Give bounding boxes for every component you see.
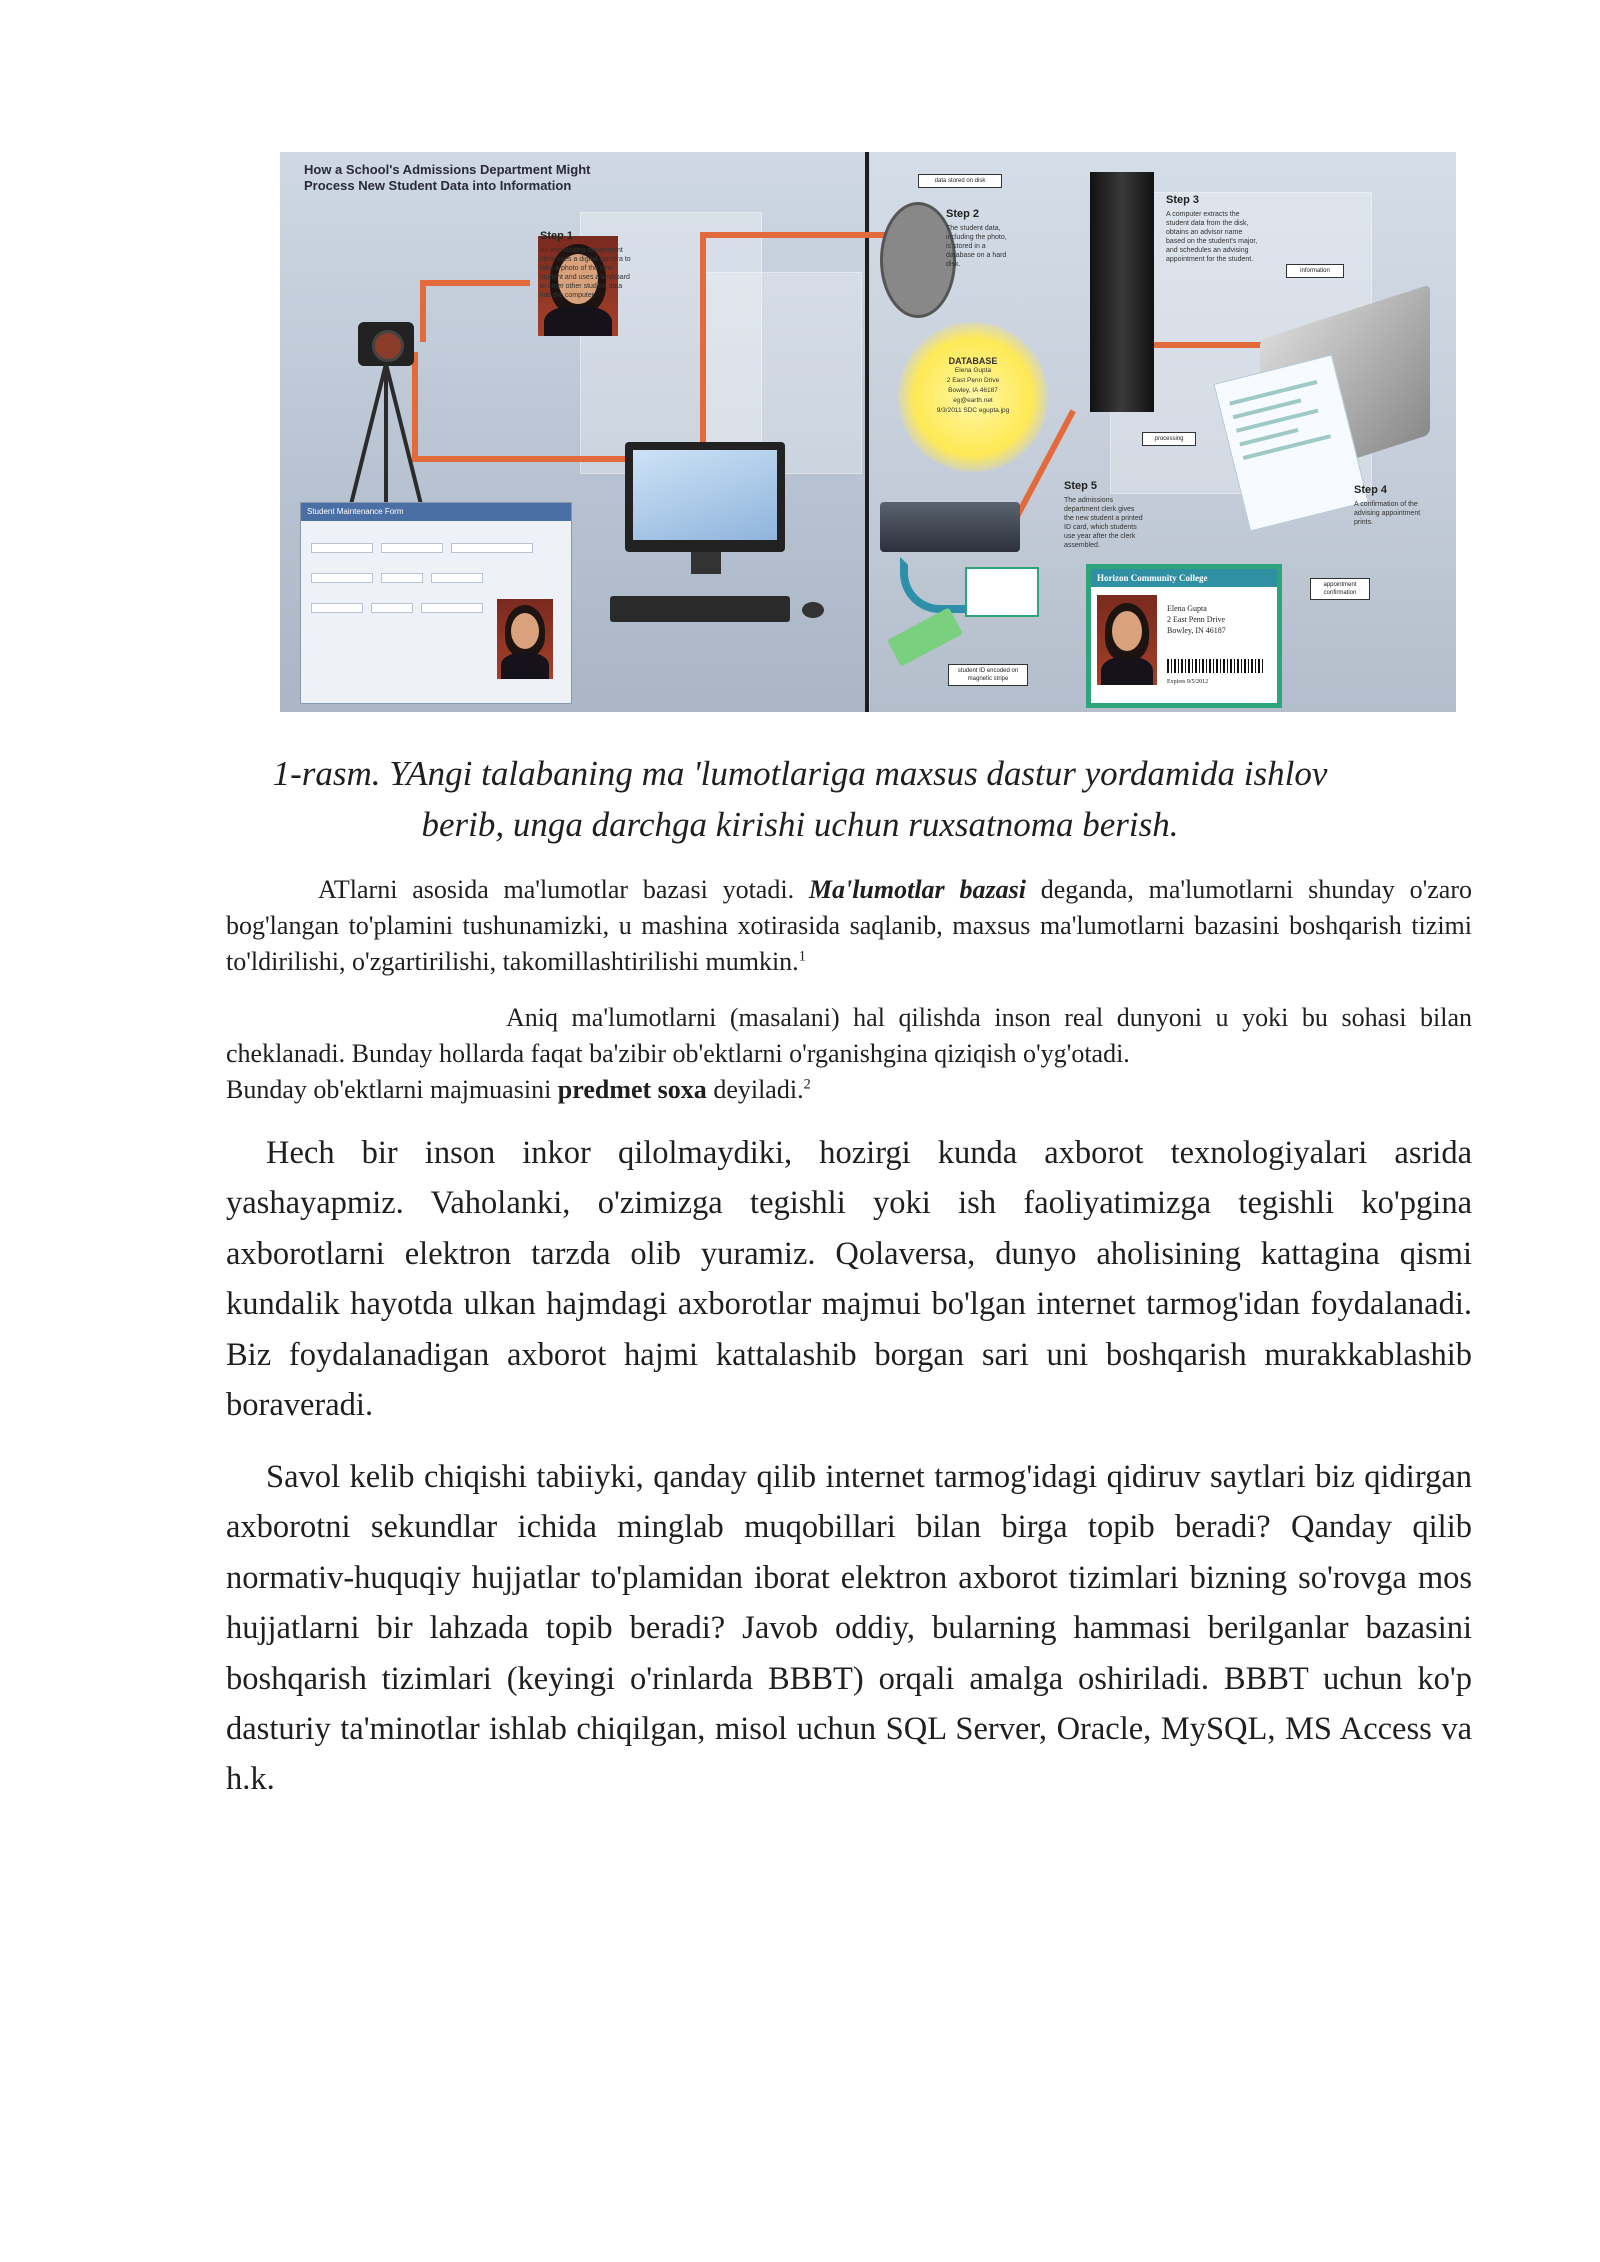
data-wire [700,232,706,462]
id-card-details [1167,603,1226,636]
database-line: Bowley, IA 46187 [948,387,998,394]
data-wire [412,456,632,462]
database-line: 9/3/2011 SDC egupta.jpg [936,407,1010,414]
id-card-address-2: Bowley, IN 46187 [1167,626,1226,635]
caption-line-1: 1-rasm. YAngi talabaning ma 'lumotlariga maxsus dastur yordamida ishlov [272,754,1328,793]
step-4-heading: Step 4 [1354,484,1388,496]
caption-line-2: berib, unga darchga kirishi uchun ruxsatnoma berish. [421,805,1179,844]
camera-icon [358,322,414,366]
id-card-photo [1097,595,1157,685]
id-card-college: Horizon Community College [1091,569,1277,587]
small-id-card [965,567,1039,617]
server-icon [1090,172,1154,412]
database-line: Elena Gupta [954,367,992,374]
database-line: eg@earth.net [953,397,993,404]
step-2-heading: Step 2 [946,208,980,220]
hard-disk-icon [880,202,956,318]
database-line: 2 East Penn Drive [946,377,1000,384]
id-card-address-1: 2 East Penn Drive [1167,615,1225,624]
paragraph-information-age: Hech bir inson inkor qilolmaydiki, hozirgi kunda axborot texnologiyalari asrida yashayapmiz. Vaholanki, o'zimizga tegishli yoki ish faoliyatimizga tegishli ko'pgina axborotlarni elektron tarzda olib yuramiz. Qolaversa, dunyo aholisining kattagina qismi kundalik hayotda ulkan hajmdagi axborotlar majmui bo'lgan internet tarmog'idan foydalanadi. Biz foydalanadigan axborot hajmi kattalashib borgan sari uni boshqarish murakkablashib boraveradi. [226,1135,1472,1424]
figure-title: How a School's Admissions Department Might Process New Student Data into Information [304,162,591,193]
form-photo [497,599,553,679]
figure-caption [230,748,1370,850]
id-card-expires: Expires 9/5/2012 [1167,679,1209,685]
paragraph-subject-area [226,1000,1472,1108]
student-maintenance-form [300,502,572,704]
paragraph-dbms-question: Savol kelib chiqishi tabiiyki, qanday qilib internet tarmog'idagi qidiruv saytlari biz qidirgan axborotni sekundlar ichida minglab muqobillari bilan birga topib beradi? Qanday qilib normativ-huquqiy hujjatlar to'plamidan iborat elektron axborot tizimlari bizning so'rovga mos hujjatlarni bir lahzada topib beradi? Javob oddiy, bularning hammasi berilganlar bazasini boshqarish tizimlari (keyingi o'rinlarda BBBT) orqali amalga oshiriladi. BBBT uchun ko'p dasturiy ta'minotlar ishlab chiqilgan, misol uchun SQL Server, Oracle, MySQL, MS Access va h.k. [226,1459,1472,1798]
tripod-icon [384,364,388,514]
term-database: Ma'lumotlar bazasi [808,875,1026,904]
footnote-ref-2: 2 [803,1076,811,1093]
p2-text-a: Aniq ma'lumotlarni (masalani) hal qilishda inson real dunyoni u yoki bu sohasi bilan cheklanadi. Bunday hollarda faqat ba'zibir ob'ektlarni o'rganishgina qiziqish o'yg'otadi. [226,1003,1472,1068]
mouse-icon [802,602,824,618]
step-4-text: A confirmation of the advising appointment prints. [1354,501,1421,526]
figure-admissions-process [280,152,1456,712]
data-wire [420,282,426,342]
data-wire [700,232,900,238]
tag-information: information [1286,264,1344,278]
form-title: Student Maintenance Form [301,503,571,521]
keyboard-icon [610,596,790,622]
card-printer-icon [880,502,1020,552]
data-wire [420,280,530,286]
step-5-text: The admissions department clerk gives the new student a printed ID card, which students use year after the clerk assembled. [1064,497,1143,549]
computer-monitor-icon [625,442,785,552]
student-id-card [1086,564,1282,708]
tag-student-id: student ID encoded on magnetic stripe [948,664,1028,686]
p2-text-b: Bunday ob'ektlarni majmuasini [226,1075,558,1104]
step-2-text: The student data, including the photo, is stored in a database on a hard disk. [946,225,1007,268]
step-1-heading: Step 1 [540,230,574,242]
paragraph-database-definition [226,872,1472,980]
step-5-heading: Step 5 [1064,480,1098,492]
tag-appointment-confirmation: appointment confirmation [1310,578,1370,600]
step-3-text: A computer extracts the student data from the disk, obtains an advisor name based on the student's major, and schedules an advising appointment for the student. [1166,211,1258,263]
p1-text-a: ATlarni asosida ma'lumotlar bazasi yotadi. [318,875,809,904]
database-heading: DATABASE [948,356,998,366]
tag-data-stored: data stored on disk [918,174,1002,188]
id-card-name: Elena Gupta [1167,604,1207,613]
p1-text-c: deganda, ma'lumotlarni shunday o'zaro bog'langan to'plamini tushunamizki, u mashina xotirasida saqlanib, maxsus ma'lumotlarni bazasini boshqarish tizimi to'ldirilishi, o'zgartirilishi, takomillashtirilishi mumkin. [226,875,1473,976]
database-record [898,322,1048,472]
p2-text-d: deyiladi. [706,1075,804,1104]
step-3-heading: Step 3 [1166,194,1200,206]
step-1-text: An admissions department clerk uses a digital camera to take a photo of the new student and uses a keyboard to enter other student data into the computer. [540,247,631,299]
term-subject-area: predmet soxa [557,1075,707,1104]
barcode-icon [1167,659,1263,673]
footnote-ref-1: 1 [798,948,806,965]
data-wire [412,352,418,462]
tag-processing: processing [1142,432,1196,446]
